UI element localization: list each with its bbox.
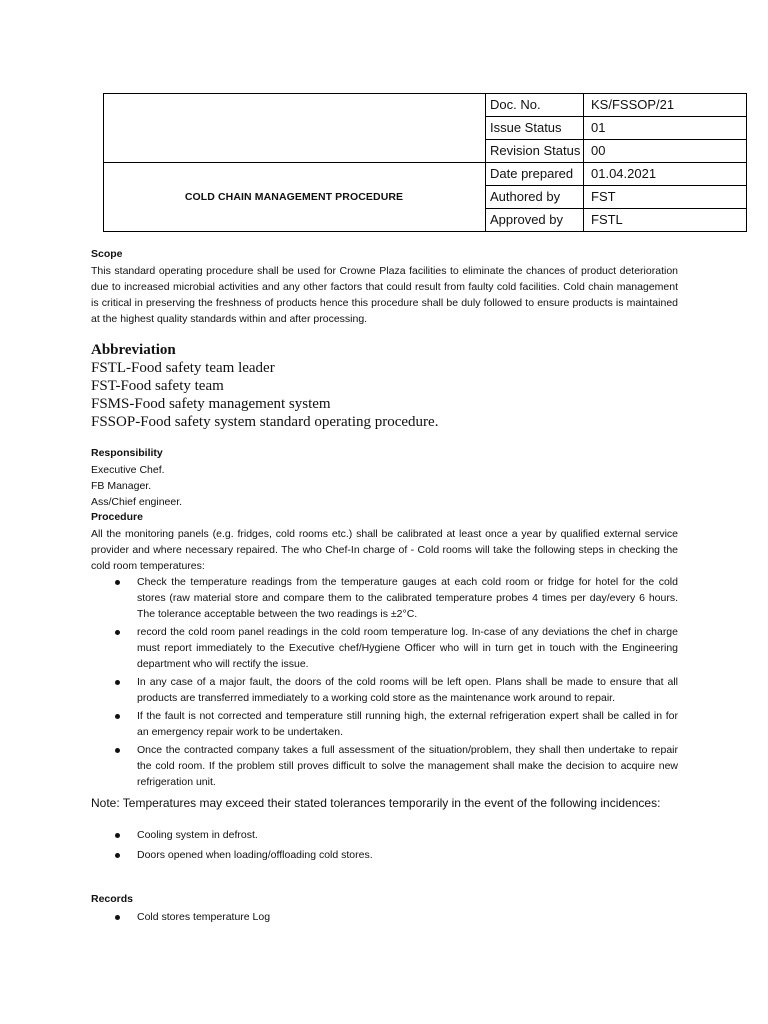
bullet-icon bbox=[115, 748, 120, 753]
control-label: Date prepared bbox=[486, 163, 584, 185]
control-row bbox=[486, 117, 746, 140]
list-item bbox=[91, 742, 678, 790]
step-text: In any case of a major fault, the doors of the cold rooms will be left open. Plans shall be made to ensure that all products are transferred immediately to a working cold store as the maintenance work around to repair. bbox=[137, 676, 678, 704]
responsibility-heading: Responsibility bbox=[91, 447, 163, 459]
note-item-text: Doors opened when loading/offloading cold stores. bbox=[137, 849, 373, 861]
abbreviation-item: FST-Food safety team bbox=[91, 378, 224, 394]
records-list bbox=[91, 909, 678, 925]
list-item bbox=[91, 847, 678, 863]
bullet-icon bbox=[115, 915, 120, 920]
step-text: Once the contracted company takes a full assessment of the situation/problem, they shall then undertake to repair the cold room. If the problem still proves difficult to solve the management shall make the decision to acquire new refrigeration unit. bbox=[137, 744, 678, 788]
note-text: Note: Temperatures may exceed their stated tolerances temporarily in the event of the following incidences: bbox=[91, 796, 661, 810]
control-rows bbox=[486, 94, 746, 232]
scope-text: This standard operating procedure shall be used for Crowne Plaza facilities to eliminate the chances of product deterioration due to increased microbial activities and any other factors that could result from faulty cold facilities. Cold chain management is critical in preserving the freshness of products hence this procedure shall be duly followed to ensure products is maintained at the highest quality standards within and after processing. bbox=[91, 265, 678, 325]
responsibility-item: Ass/Chief engineer. bbox=[91, 496, 183, 508]
title-cell-divider bbox=[104, 162, 485, 163]
title-cell bbox=[104, 94, 486, 231]
control-value: FSTL bbox=[591, 212, 623, 227]
control-label: Doc. No. bbox=[486, 94, 584, 116]
list-item bbox=[91, 827, 678, 843]
control-label: Issue Status bbox=[486, 117, 584, 139]
bullet-icon bbox=[115, 714, 120, 719]
bullet-icon bbox=[115, 833, 120, 838]
control-row bbox=[486, 186, 746, 209]
control-value: FST bbox=[591, 189, 616, 204]
list-item bbox=[91, 708, 678, 740]
document-control-table bbox=[103, 93, 747, 232]
scope-heading: Scope bbox=[91, 248, 123, 260]
control-row bbox=[486, 94, 746, 117]
abbreviation-item: FSMS-Food safety management system bbox=[91, 396, 331, 412]
records-heading: Records bbox=[91, 893, 134, 905]
list-item bbox=[91, 574, 678, 622]
note-item-text: Cooling system in defrost. bbox=[137, 829, 258, 841]
step-text: If the fault is not corrected and temperature still running high, the external refrigeration expert shall be called in for an emergency repair work to be undertaken. bbox=[137, 710, 678, 738]
control-label: Authored by bbox=[486, 186, 584, 208]
step-text: record the cold room panel readings in the cold room temperature log. In-case of any deviations the chef in charge must report immediately to the Executive chef/Hygiene Officer who will in turn get in touch with the Engineering department who will rectify the issue. bbox=[137, 626, 678, 670]
responsibility-item: FB Manager. bbox=[91, 480, 152, 492]
abbreviation-item: FSTL-Food safety team leader bbox=[91, 360, 275, 376]
bullet-icon bbox=[115, 630, 120, 635]
control-row bbox=[486, 140, 746, 163]
record-item-text: Cold stores temperature Log bbox=[137, 911, 271, 923]
abbreviation-heading: Abbreviation bbox=[91, 342, 176, 358]
control-value: 01 bbox=[591, 120, 606, 135]
procedure-intro: All the monitoring panels (e.g. fridges, cold rooms etc.) shall be calibrated at least once a year by qualified external service provider and where necessary repaired. The who Chef-In charge of - Cold rooms will take the following steps in checking the cold room temperatures: bbox=[91, 528, 678, 572]
control-value: 00 bbox=[591, 143, 606, 158]
control-label: Approved by bbox=[486, 209, 584, 232]
responsibility-item: Executive Chef. bbox=[91, 464, 165, 476]
control-value: 01.04.2021 bbox=[591, 166, 657, 181]
control-row bbox=[486, 163, 746, 186]
document-title: COLD CHAIN MANAGEMENT PROCEDURE bbox=[184, 191, 404, 203]
step-text: Check the temperature readings from the temperature gauges at each cold room or fridge for hotel for the cold stores (raw material store and compare them to the calibrated temperature probes 4 times per day/every 6 hours. The tolerance acceptable between the two readings is ±2°C. bbox=[137, 576, 678, 620]
abbreviation-item: FSSOP-Food safety system standard operating procedure. bbox=[91, 414, 439, 430]
list-item bbox=[91, 909, 678, 925]
bullet-icon bbox=[115, 853, 120, 858]
bullet-icon bbox=[115, 680, 120, 685]
bullet-icon bbox=[115, 580, 120, 585]
procedure-steps bbox=[91, 574, 678, 790]
list-item bbox=[91, 674, 678, 706]
control-row bbox=[486, 209, 746, 232]
procedure-heading: Procedure bbox=[91, 511, 143, 523]
control-value: KS/FSSOP/21 bbox=[591, 97, 675, 112]
list-item bbox=[91, 624, 678, 672]
control-label: Revision Status bbox=[486, 140, 584, 162]
note-list bbox=[91, 827, 678, 863]
